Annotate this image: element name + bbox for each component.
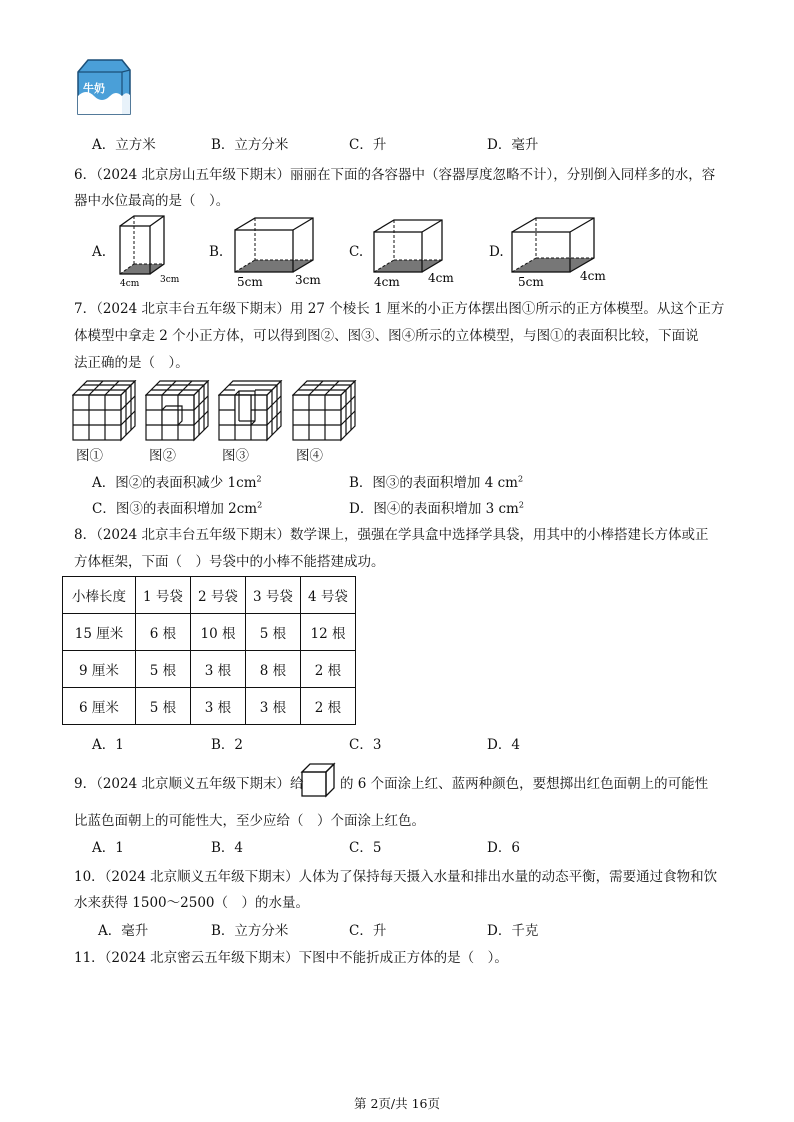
container-a-side: 3cm	[160, 275, 180, 285]
q8-option-c[interactable]: C．3	[349, 737, 382, 753]
q8-stem-line1: 8．（2024 北京丰台五年级下期末）数学课上，强强在学具盒中选择学具袋，用其中的小棒搭建长方体或正	[74, 527, 709, 543]
q8-option-d[interactable]: D．4	[487, 737, 520, 753]
table-cell: 5 根	[136, 688, 191, 725]
q7-option-c[interactable]: C．图③的表面积增加 $2cm^2$	[92, 500, 263, 517]
table-header-cell: 1 号袋	[136, 577, 191, 614]
container-b	[231, 214, 331, 290]
table-cell: 15 厘米	[63, 614, 136, 651]
q6-letter-c[interactable]: C.	[349, 244, 364, 260]
q6-stem-line1: 6．（2024 北京房山五年级下期末）丽丽在下面的各容器中（容器厚度忽略不计），分别倒入同样多的水，容	[74, 167, 716, 183]
q9-option-a[interactable]: A．1	[92, 840, 124, 856]
q10-option-a[interactable]: A．毫升	[98, 923, 149, 939]
q8-stem-line2: 方体框架，下面（ ）号袋中的小棒不能搭建成功。	[74, 554, 385, 570]
q5-option-d[interactable]: D．毫升	[487, 137, 539, 153]
q6-letter-a[interactable]: A.	[92, 244, 107, 260]
container-a	[112, 214, 192, 290]
q10-option-b[interactable]: B．立方分米	[211, 923, 289, 939]
container-b-side: 3cm	[295, 273, 321, 287]
q9-options	[0, 836, 794, 856]
q9-option-b[interactable]: B．4	[211, 840, 244, 856]
q7-stem-line1: 7．（2024 北京丰台五年级下期末）用 27 个棱长 1 厘米的小正方体摆出图①所示的正方体模型。从这个正方	[74, 301, 725, 317]
cube-model-4	[292, 380, 360, 442]
container-d-base: 5cm	[518, 275, 544, 289]
q7-stem-line2: 体模型中拿走 2 个小正方体，可以得到图②、图③、图④所示的立体模型，与图①的表面积比较，下面说	[74, 328, 699, 344]
table-cell: 2 根	[301, 651, 356, 688]
q6-containers	[88, 214, 628, 290]
table-row	[63, 688, 356, 725]
rods-table	[62, 576, 356, 725]
q7-option-d[interactable]: D．图④的表面积增加 3 $cm^2$	[349, 500, 524, 517]
cube-model-1	[72, 380, 140, 442]
table-header-cell: 2 号袋	[191, 577, 246, 614]
table-cell: 5 根	[136, 651, 191, 688]
container-a-base: 4cm	[120, 279, 140, 289]
q10-options	[0, 919, 794, 939]
table-cell: 10 根	[191, 614, 246, 651]
container-d	[508, 214, 618, 290]
q8-option-b[interactable]: B．2	[211, 737, 244, 753]
q7-stem-line3: 法正确的是（ ）。	[74, 355, 189, 371]
q5-option-a[interactable]: A．立方米	[92, 137, 156, 153]
q10-stem-line1: 10．（2024 北京顺义五年级下期末）人体为了保持每天摄入水量和排出水量的动态平衡，需要通过食物和饮	[74, 869, 718, 885]
q10-option-d[interactable]: D．千克	[487, 923, 539, 939]
table-header-cell: 3 号袋	[246, 577, 301, 614]
table-cell: 6 根	[136, 614, 191, 651]
q5-option-c[interactable]: C．升	[349, 137, 387, 153]
table-header-cell: 小棒长度	[63, 577, 136, 614]
container-c-base: 4cm	[374, 275, 400, 289]
cube-model-2	[145, 380, 213, 442]
q7-option-a[interactable]: A．图②的表面积减少 $1cm^2$	[92, 474, 262, 491]
table-cell: 3 根	[246, 688, 301, 725]
fig-label-1: 图①	[76, 448, 103, 464]
table-row	[63, 651, 356, 688]
page-number: 第 2页/共 16页	[353, 1096, 441, 1111]
table-cell: 5 根	[246, 614, 301, 651]
fig-label-2: 图②	[149, 448, 176, 464]
q10-stem-line2: 水来获得 1500～2500（ ）的水量。	[74, 895, 310, 911]
container-b-base: 5cm	[237, 275, 263, 289]
table-cell: 3 根	[191, 688, 246, 725]
cube-model-3	[218, 380, 286, 442]
q7-option-b[interactable]: B．图③的表面积增加 4 $cm^2$	[349, 474, 524, 491]
table-cell: 3 根	[191, 651, 246, 688]
q8-options	[0, 733, 794, 753]
q5-option-b[interactable]: B．立方分米	[211, 137, 289, 153]
milk-carton-figure	[74, 58, 132, 116]
q10-option-c[interactable]: C．升	[349, 923, 387, 939]
container-c-side: 4cm	[428, 271, 454, 285]
q11-stem: 11．（2024 北京密云五年级下期末）下图中不能折成正方体的是（ ）。	[74, 950, 508, 966]
fig-label-4: 图④	[296, 448, 323, 464]
container-c	[370, 214, 470, 290]
q9-option-d[interactable]: D．6	[487, 840, 520, 856]
table-row	[63, 614, 356, 651]
milk-label: 牛奶	[83, 82, 105, 95]
table-header-cell: 4 号袋	[301, 577, 356, 614]
q8-option-a[interactable]: A．1	[92, 737, 124, 753]
table-cell: 6 厘米	[63, 688, 136, 725]
table-header-row	[63, 577, 356, 614]
q6-letter-b[interactable]: B.	[209, 244, 224, 260]
table-cell: 2 根	[301, 688, 356, 725]
q9-stem-line2: 比蓝色面朝上的可能性大，至少应给（ ）个面涂上红色。	[74, 813, 425, 829]
q5-options	[0, 133, 794, 153]
q6-letter-d[interactable]: D.	[489, 244, 504, 260]
q9-stem-part2: 的 6 个面涂上红、蓝两种颜色，要想掷出红色面朝上的可能性	[340, 776, 709, 792]
table-cell: 9 厘米	[63, 651, 136, 688]
table-cell: 12 根	[301, 614, 356, 651]
q9-option-c[interactable]: C．5	[349, 840, 382, 856]
q6-stem-line2: 器中水位最高的是（ ）。	[74, 193, 230, 209]
q9-stem-part1: 9．（2024 北京顺义五年级下期末）给	[74, 776, 304, 792]
container-d-side: 4cm	[580, 269, 606, 283]
small-cube-icon	[300, 762, 336, 798]
q7-cube-figures	[72, 380, 372, 464]
table-cell: 8 根	[246, 651, 301, 688]
fig-label-3: 图③	[222, 448, 249, 464]
